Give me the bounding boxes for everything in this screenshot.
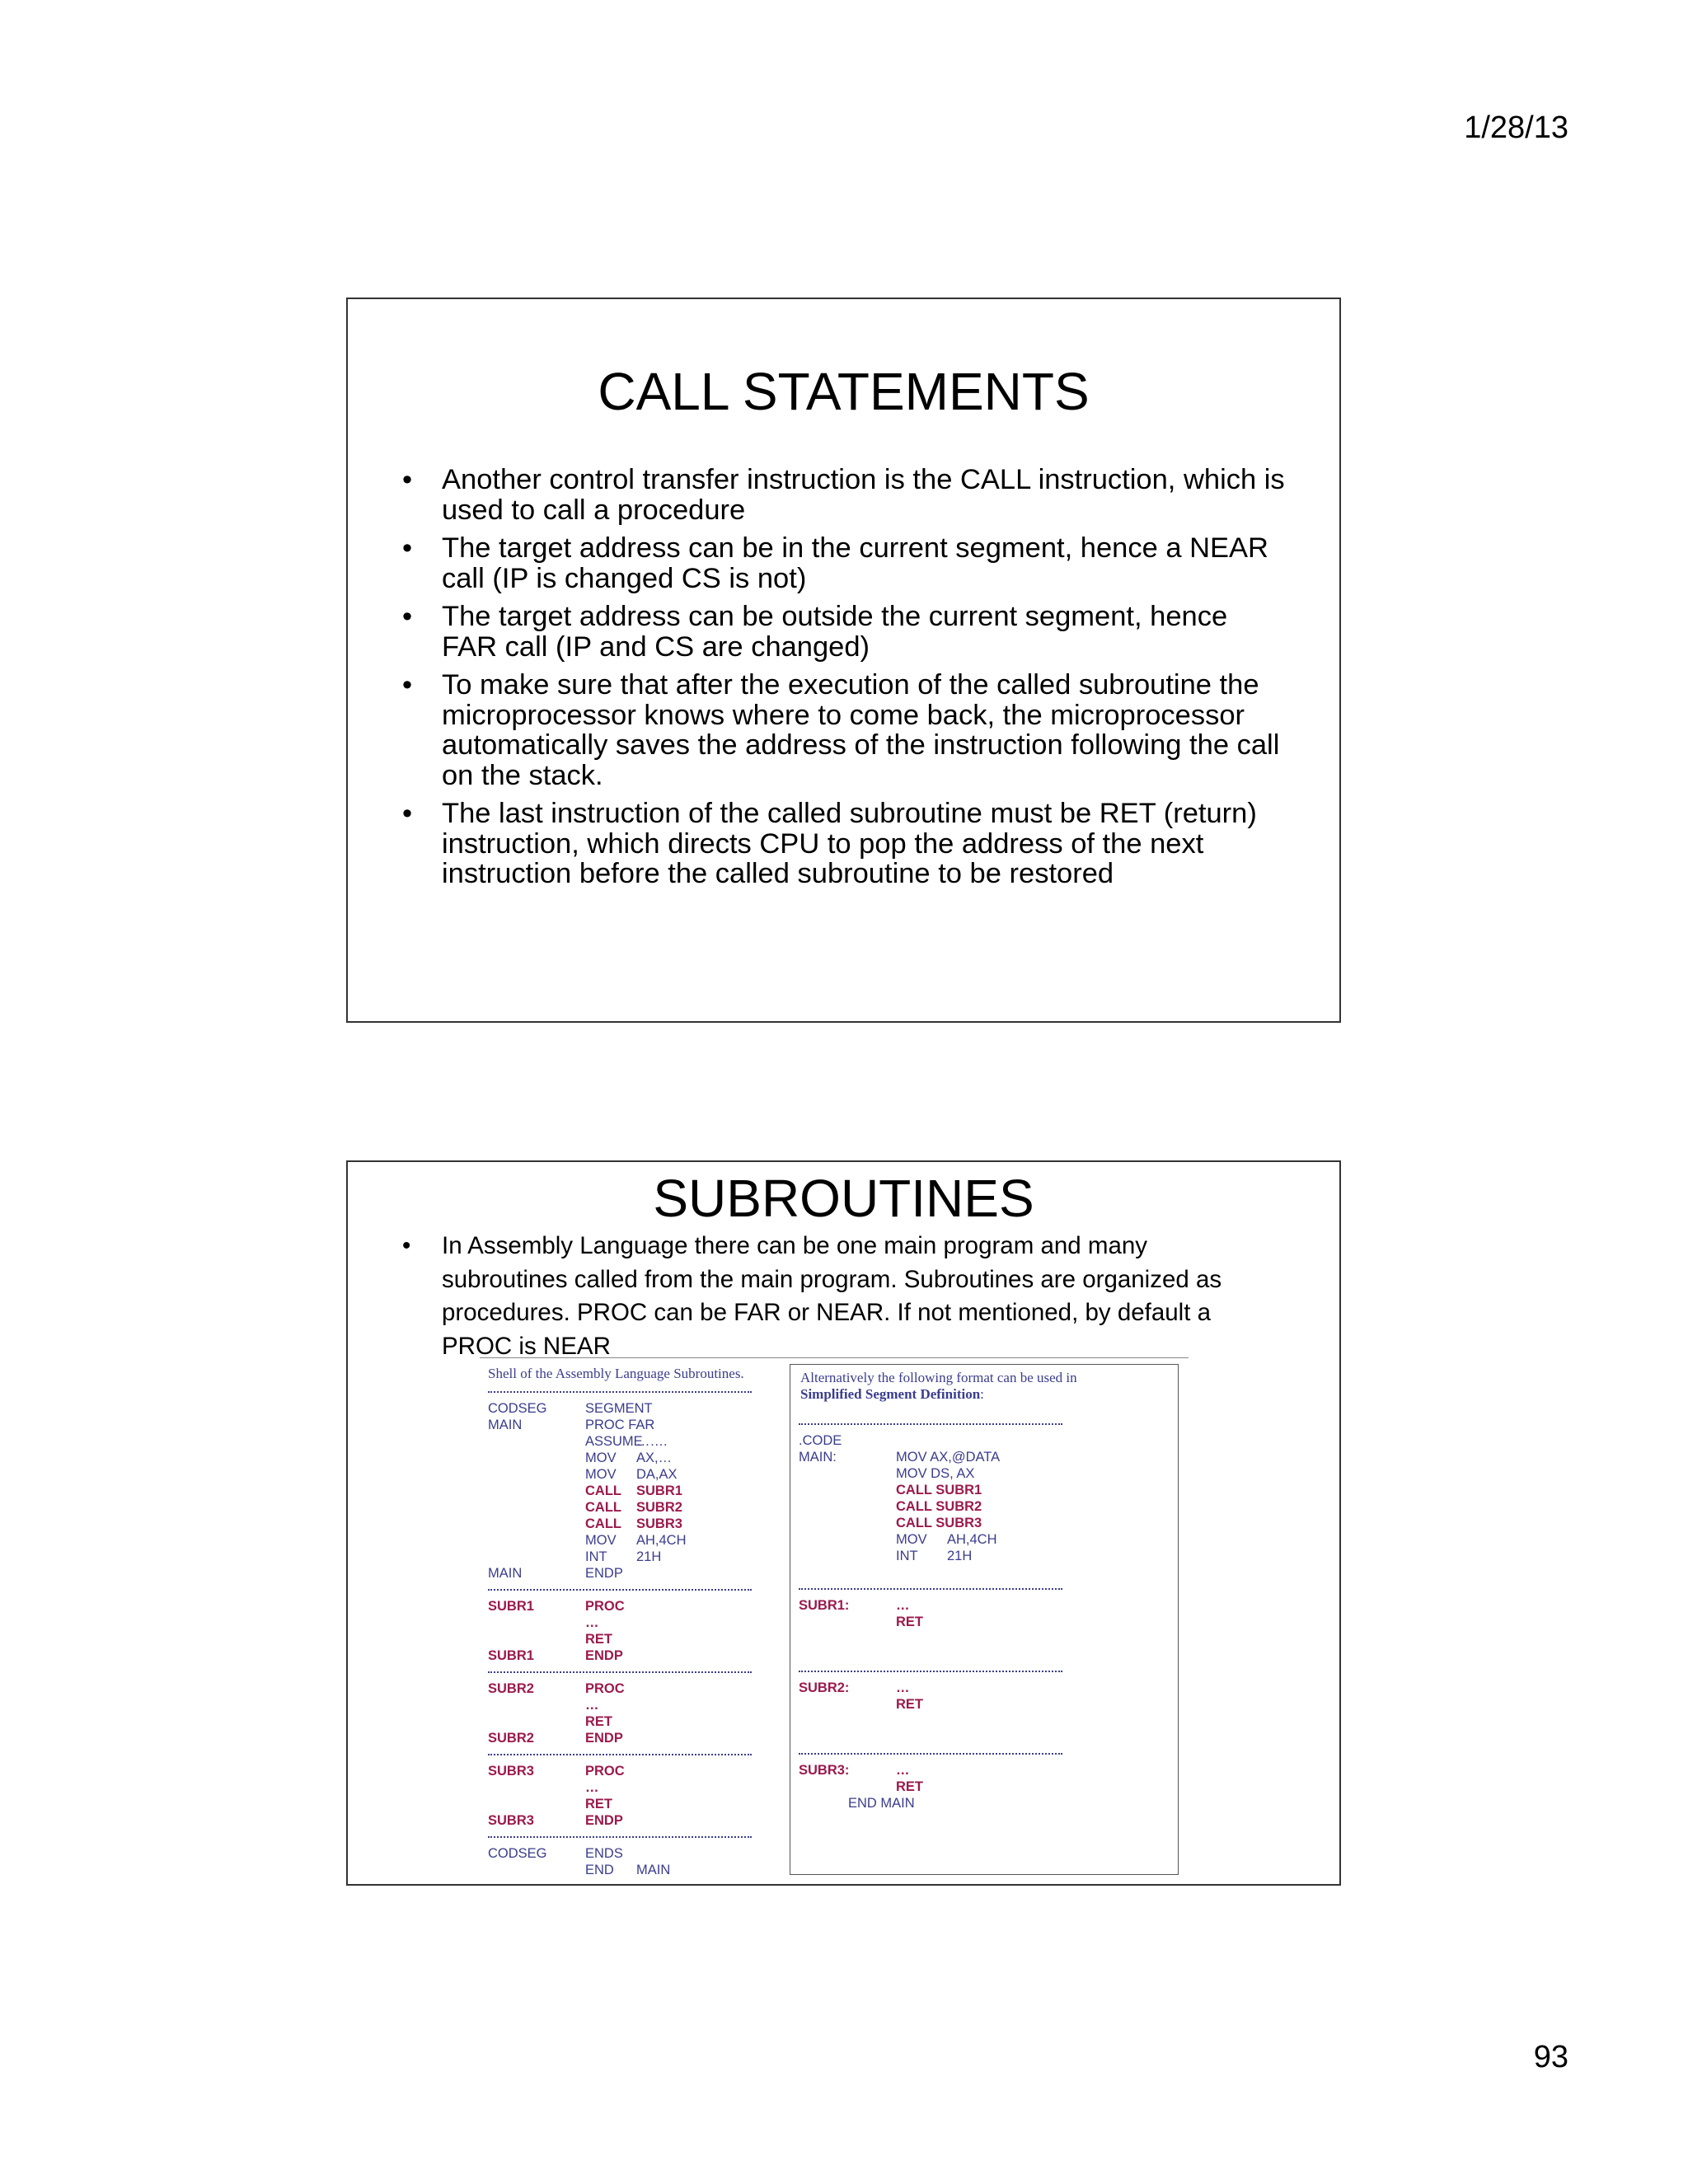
code-line xyxy=(488,1466,752,1483)
code-operand: AH,4CH xyxy=(947,1532,997,1547)
code-line xyxy=(799,1482,1062,1498)
code-line xyxy=(799,1614,1062,1630)
bullet-item xyxy=(402,1230,1273,1363)
code-label: SUBR3 xyxy=(488,1813,534,1828)
code-opcode: … xyxy=(896,1763,910,1778)
code-line xyxy=(488,1483,752,1499)
bullet-list xyxy=(348,465,1339,889)
code-opcode: … xyxy=(585,1698,599,1713)
code-separator xyxy=(488,1391,752,1393)
code-opcode: MOV xyxy=(585,1451,617,1465)
code-opcode: CALL xyxy=(585,1516,621,1531)
code-line xyxy=(488,1845,752,1862)
code-line xyxy=(799,1515,1062,1531)
code-line xyxy=(488,1647,752,1664)
code-opcode: RET xyxy=(896,1615,923,1629)
code-label: MAIN xyxy=(488,1418,523,1432)
code-line xyxy=(799,1432,1062,1449)
code-opcode: RET xyxy=(585,1632,612,1647)
code-separator xyxy=(799,1753,1062,1755)
code-line xyxy=(799,1531,1062,1548)
code-line xyxy=(799,1597,1062,1614)
shell-caption: Shell of the Assembly Language Subroutines. xyxy=(488,1366,744,1381)
bullet-text: The last instruction of the called subroutine must be RET (return) instruction, which directs CPU to pop the address of the next instruction before the called subroutine to be restored xyxy=(442,798,1257,889)
code-opcode: INT xyxy=(896,1549,918,1563)
bullet-dot: • xyxy=(402,669,413,701)
code-separator xyxy=(799,1671,1062,1672)
code-line xyxy=(488,1680,752,1697)
code-opcode: PROC xyxy=(585,1681,625,1696)
bullet-text: The target address can be in the current segment, hence a NEAR call (IP is changed CS is not) xyxy=(442,532,1268,594)
code-separator xyxy=(488,1754,752,1755)
caption-colon: : xyxy=(980,1386,984,1402)
code-label: SUBR2: xyxy=(799,1680,850,1695)
code-gap xyxy=(799,1729,1062,1746)
bullet-item xyxy=(402,799,1290,889)
code-gap xyxy=(799,1647,1062,1663)
code-line xyxy=(488,1730,752,1746)
code-line xyxy=(799,1762,1062,1779)
code-operand: 21H xyxy=(636,1549,662,1564)
bullet-dot: • xyxy=(402,601,413,632)
code-opcode: … xyxy=(585,1615,599,1630)
code-separator xyxy=(488,1671,752,1673)
code-line xyxy=(799,1498,1062,1515)
code-operand: MAIN xyxy=(636,1863,671,1877)
code-opcode: RET xyxy=(585,1714,612,1729)
bullet-text: In Assembly Language there can be one main program and many subroutines called from the main program. Subroutines are organized as procedures. PROC can be FAR or NEAR. If not mentioned, by default a PROC is NEAR xyxy=(442,1232,1222,1360)
code-line xyxy=(488,1862,752,1878)
code-opcode: CALL xyxy=(585,1500,621,1515)
code-operand: 21H xyxy=(947,1549,973,1563)
page-number: 93 xyxy=(1533,2040,1568,2074)
code-opcode: CALL SUBR1 xyxy=(896,1483,982,1497)
code-label: CODSEG xyxy=(488,1846,547,1861)
code-opcode: INT xyxy=(585,1549,607,1564)
code-label: SUBR3: xyxy=(799,1763,850,1778)
bullet-list xyxy=(348,1230,1339,1363)
code-opcode: PROC xyxy=(585,1599,625,1614)
code-opcode: ENDP xyxy=(585,1813,623,1828)
code-line xyxy=(488,1812,752,1829)
code-opcode: RET xyxy=(896,1779,923,1794)
code-line xyxy=(799,1449,1062,1465)
slide-title: SUBROUTINES xyxy=(653,1169,1034,1228)
code-operand: SUBR2 xyxy=(636,1500,682,1515)
code-label: MAIN xyxy=(488,1566,523,1581)
code-line xyxy=(799,1465,1062,1482)
page-date: 1/28/13 xyxy=(1464,110,1568,145)
code-end-directive: END MAIN xyxy=(848,1796,915,1811)
code-line xyxy=(488,1565,752,1582)
code-opcode: MOV AX,@DATA xyxy=(896,1450,1001,1465)
code-opcode: RET xyxy=(585,1797,612,1811)
code-line xyxy=(488,1532,752,1549)
code-opcode: ENDP xyxy=(585,1731,623,1746)
figure-divider xyxy=(480,1357,1189,1358)
code-listing xyxy=(488,1384,752,1878)
code-line xyxy=(488,1549,752,1565)
code-line xyxy=(488,1631,752,1647)
code-opcode: PROC FAR xyxy=(585,1418,655,1432)
code-line xyxy=(488,1598,752,1615)
slide-title: CALL STATEMENTS xyxy=(598,362,1090,421)
slide-call-statements xyxy=(346,298,1341,1023)
code-operand: AX,… xyxy=(636,1451,673,1465)
bullet-item xyxy=(402,465,1290,525)
code-line xyxy=(488,1433,752,1450)
code-line xyxy=(488,1779,752,1796)
code-operand: SUBR1 xyxy=(636,1483,682,1498)
code-label: SUBR1 xyxy=(488,1599,534,1614)
code-line xyxy=(488,1796,752,1812)
code-opcode: ENDS xyxy=(585,1846,623,1861)
code-opcode: MOV DS, AX xyxy=(896,1466,975,1481)
simplified-code-panel xyxy=(790,1364,1179,1875)
slide-subroutines xyxy=(346,1160,1341,1886)
code-opcode: CALL SUBR2 xyxy=(896,1499,982,1514)
code-line xyxy=(488,1417,752,1433)
code-line xyxy=(799,1548,1062,1564)
code-line xyxy=(488,1763,752,1779)
code-line xyxy=(799,1696,1062,1713)
code-opcode: … xyxy=(585,1780,599,1795)
bullet-dot: • xyxy=(402,1232,411,1259)
code-line xyxy=(488,1400,752,1417)
code-label: .CODE xyxy=(799,1433,842,1448)
bullet-text: To make sure that after the execution of the called subroutine the microprocessor knows where to come back, the microprocessor automatically saves the address of the instruction following the call on the stack. xyxy=(442,669,1280,791)
caption-line: Alternatively the following format can be used in xyxy=(800,1370,1077,1385)
code-operand: SUBR3 xyxy=(636,1516,682,1531)
code-opcode: … xyxy=(896,1598,910,1613)
code-operand: ……. xyxy=(636,1434,668,1449)
code-separator xyxy=(799,1588,1062,1590)
code-label: MAIN: xyxy=(799,1450,837,1465)
code-gap xyxy=(799,1713,1062,1729)
shell-code-panel xyxy=(480,1362,785,1877)
bullet-dot: • xyxy=(402,798,413,829)
code-opcode: ASSUME xyxy=(585,1434,643,1449)
code-opcode: MOV xyxy=(896,1532,927,1547)
bullet-item xyxy=(402,533,1290,593)
code-label: SUBR1: xyxy=(799,1598,850,1613)
code-opcode: MOV xyxy=(585,1533,617,1548)
code-line xyxy=(488,1697,752,1713)
code-opcode: MOV xyxy=(585,1467,617,1482)
code-opcode: ENDP xyxy=(585,1648,623,1663)
code-label: SUBR2 xyxy=(488,1731,534,1746)
code-line xyxy=(488,1516,752,1532)
code-opcode: PROC xyxy=(585,1764,625,1779)
bullet-text: Another control transfer instruction is the CALL instruction, which is used to call a procedure xyxy=(442,464,1285,526)
code-line xyxy=(488,1713,752,1730)
bullet-item xyxy=(402,602,1290,662)
code-opcode: SEGMENT xyxy=(585,1401,653,1416)
code-opcode: CALL xyxy=(585,1483,621,1498)
simplified-caption xyxy=(800,1370,1171,1403)
bullet-text: The target address can be outside the current segment, hence FAR call (IP and CS are changed) xyxy=(442,601,1228,663)
code-line xyxy=(799,1680,1062,1696)
code-opcode: … xyxy=(896,1680,910,1695)
bullet-dot: • xyxy=(402,464,413,495)
code-label: CODSEG xyxy=(488,1401,547,1416)
code-opcode: CALL SUBR3 xyxy=(896,1516,982,1530)
code-line xyxy=(488,1499,752,1516)
code-opcode: ENDP xyxy=(585,1566,623,1581)
bullet-item xyxy=(402,670,1290,790)
caption-emphasis: Simplified Segment Definition xyxy=(800,1386,981,1402)
code-label: SUBR2 xyxy=(488,1681,534,1696)
code-gap xyxy=(799,1564,1062,1581)
code-operand: DA,AX xyxy=(636,1467,678,1482)
bullet-dot: • xyxy=(402,532,413,564)
code-operand: AH,4CH xyxy=(636,1533,687,1548)
code-opcode: END xyxy=(585,1863,614,1877)
code-line xyxy=(799,1779,1062,1795)
code-separator xyxy=(488,1589,752,1591)
code-separator xyxy=(799,1423,1062,1425)
code-label: SUBR3 xyxy=(488,1764,534,1779)
code-opcode: RET xyxy=(896,1697,923,1712)
code-figure xyxy=(480,1357,1193,1877)
code-line xyxy=(799,1795,1062,1811)
code-line xyxy=(488,1615,752,1631)
code-label: SUBR1 xyxy=(488,1648,534,1663)
code-separator xyxy=(488,1836,752,1838)
code-listing xyxy=(799,1416,1062,1811)
code-line xyxy=(488,1450,752,1466)
code-gap xyxy=(799,1630,1062,1647)
